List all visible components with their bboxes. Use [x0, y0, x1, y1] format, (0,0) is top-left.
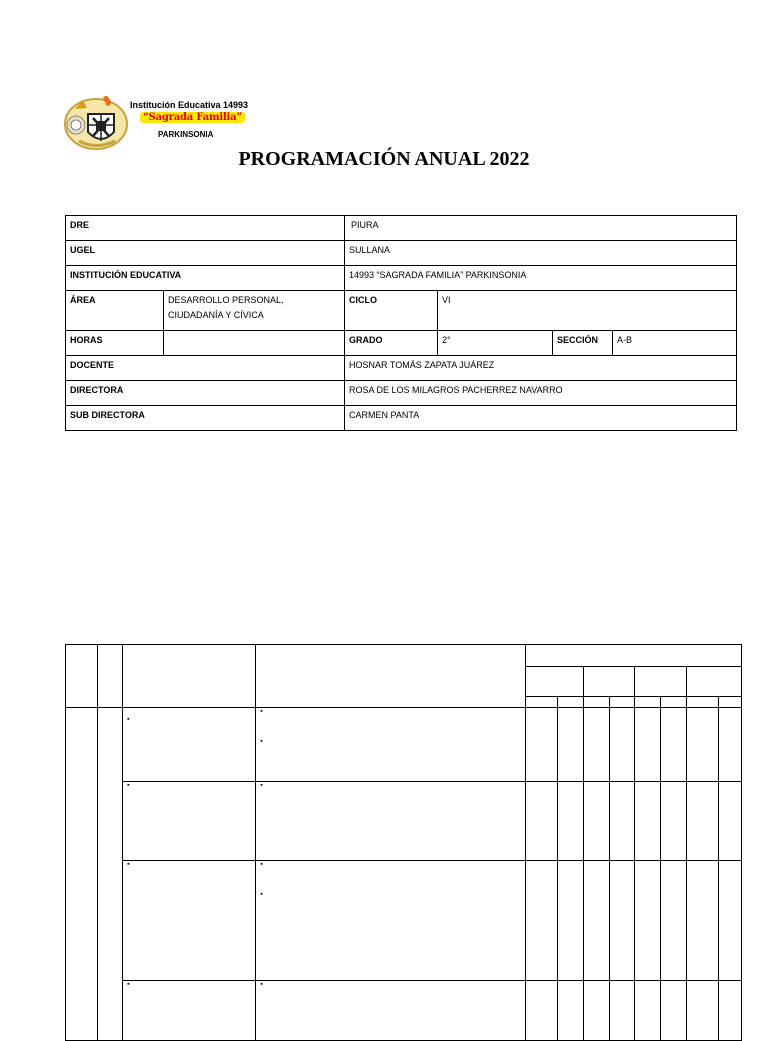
header-cell — [66, 645, 98, 708]
table-header-row — [66, 645, 742, 667]
directora-label: DIRECTORA — [66, 381, 345, 406]
table-row — [66, 266, 737, 291]
header-cell — [98, 645, 123, 708]
general-info-table — [65, 215, 737, 431]
subdirectora-label: SUB DIRECTORA — [66, 406, 345, 431]
table-cell — [256, 708, 525, 782]
table-row — [66, 291, 737, 331]
directora-value: ROSA DE LOS MILAGROS PACHERREZ NAVARRO — [345, 381, 737, 406]
table-cell — [256, 981, 525, 1041]
table-cell — [123, 708, 256, 782]
bullet: ▪ — [260, 738, 263, 745]
seccion-label: SECCIÓN — [553, 331, 613, 356]
header-cell — [583, 667, 634, 697]
dre-label: DRE — [66, 216, 345, 241]
bullet: ▪ — [127, 782, 130, 789]
table-cell — [123, 981, 256, 1041]
ugel-value: SULLANA — [345, 241, 737, 266]
header-cell — [686, 667, 741, 697]
docente-value: HOSNAR TOMÁS ZAPATA JUÁREZ — [345, 356, 737, 381]
bullet: ▪ — [260, 782, 263, 789]
school-logo — [63, 94, 129, 152]
horas-value — [164, 331, 345, 356]
table-row — [66, 406, 737, 431]
area-value: DESARROLLO PERSONAL, CIUDADANÍA Y CÍVICA — [164, 291, 345, 331]
table-cell — [256, 782, 525, 861]
bullet: ▪ — [127, 861, 130, 868]
header-cell — [634, 667, 686, 697]
page-title: PROGRAMACIÓN ANUAL 2022 — [238, 148, 530, 170]
subdirectora-value: CARMEN PANTA — [345, 406, 737, 431]
table-row — [66, 381, 737, 406]
bullet: ▪ — [260, 861, 263, 868]
bullet: ▪ — [260, 891, 263, 898]
docente-label: DOCENTE — [66, 356, 345, 381]
header-cell — [525, 667, 583, 697]
bullet: ▪ — [127, 716, 130, 723]
table-row — [66, 861, 742, 981]
institution-brand: “Sagrada Familia” — [140, 112, 245, 123]
table-row — [66, 981, 742, 1041]
grado-value: 2° — [438, 331, 553, 356]
ciclo-value: VI — [438, 291, 737, 331]
header-cell — [525, 645, 741, 667]
institution-value: 14993 “SAGRADA FAMILIA” PARKINSONIA — [345, 266, 737, 291]
horas-label: HORAS — [66, 331, 164, 356]
area-label: ÁREA — [66, 291, 164, 331]
table-row — [66, 356, 737, 381]
table-row — [66, 331, 737, 356]
grado-label: GRADO — [345, 331, 438, 356]
annual-plan-table — [65, 644, 742, 1041]
bullet: ▪ — [260, 708, 263, 715]
table-cell — [256, 861, 525, 981]
ugel-label: UGEL — [66, 241, 345, 266]
table-row — [66, 241, 737, 266]
table-cell — [123, 782, 256, 861]
school-header — [63, 94, 263, 154]
table-row — [66, 216, 737, 241]
bullet: ▪ — [260, 981, 263, 988]
table-cell — [123, 861, 256, 981]
institution-name: Institución Educativa 14993 — [130, 100, 249, 110]
table-row — [66, 782, 742, 861]
table-cell — [98, 708, 123, 1041]
dre-value: PIURA — [345, 216, 737, 241]
ciclo-label: CICLO — [345, 291, 438, 331]
header-cell — [123, 645, 256, 708]
bullet: ▪ — [127, 981, 130, 988]
institution-place: PARKINSONIA — [158, 130, 214, 139]
table-cell — [66, 708, 98, 1041]
seccion-value: A-B — [613, 331, 737, 356]
institution-label: INSTITUCIÓN EDUCATIVA — [66, 266, 345, 291]
header-cell — [256, 645, 525, 708]
table-row — [66, 708, 742, 782]
